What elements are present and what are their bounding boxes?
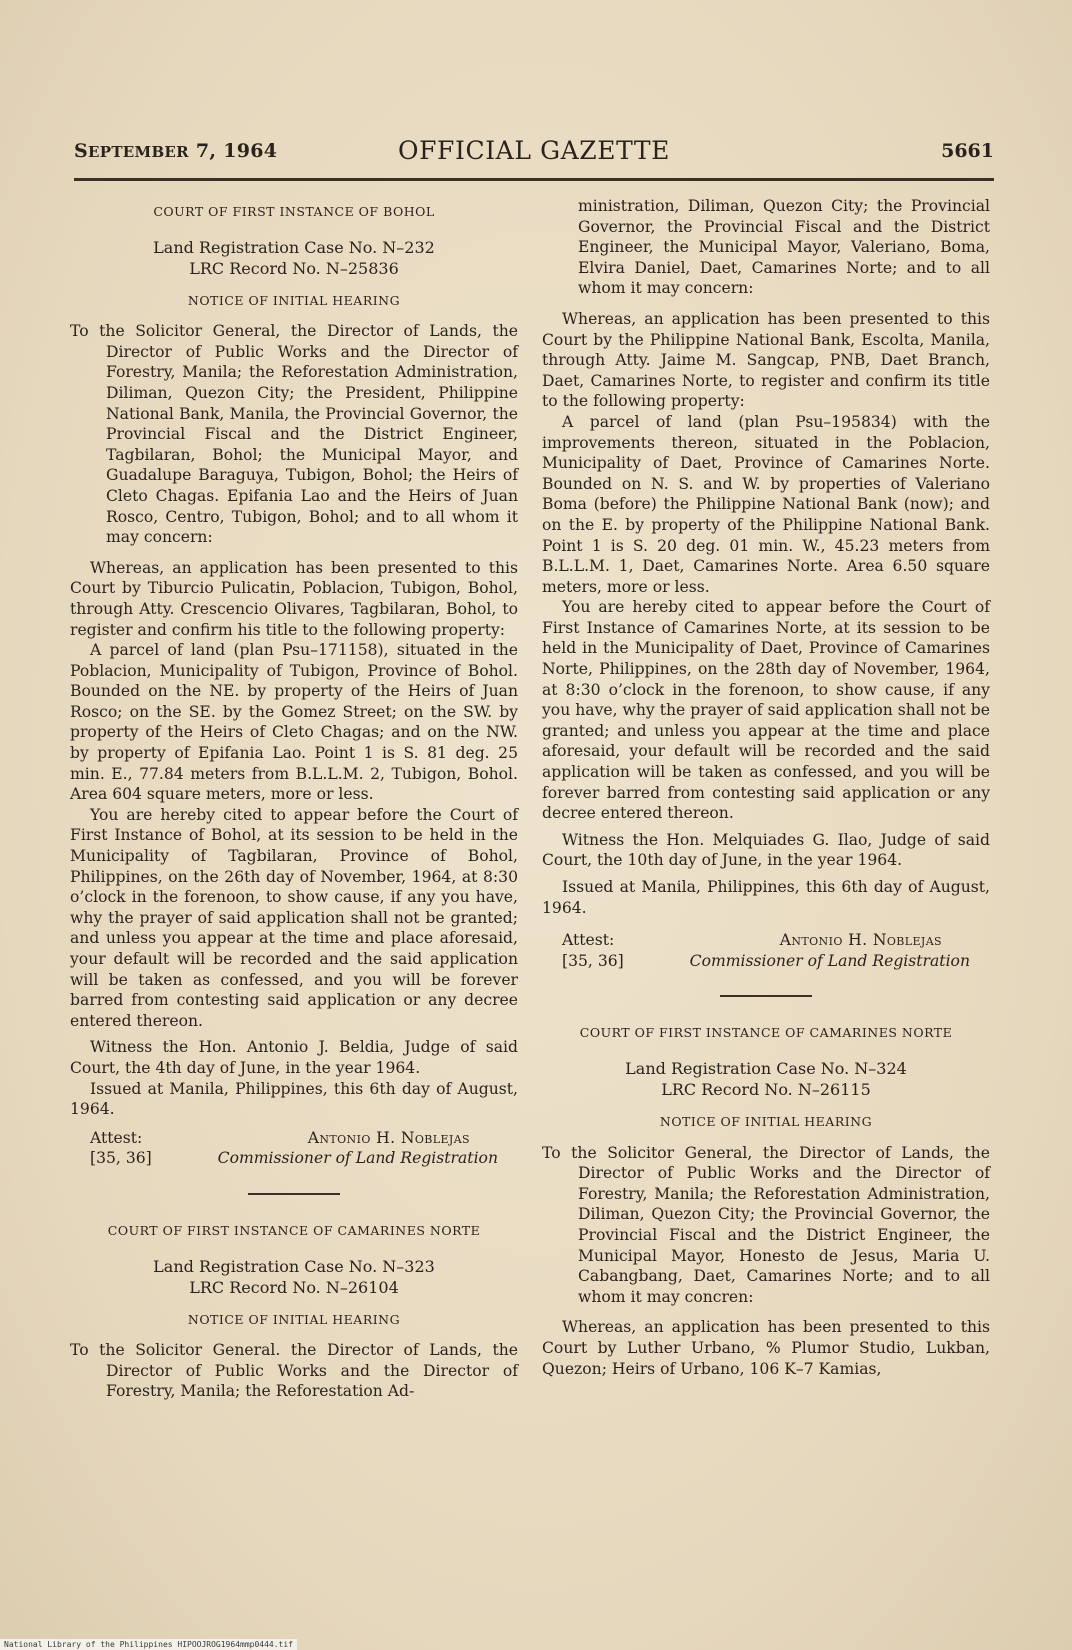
court-heading: COURT OF FIRST INSTANCE OF BOHOL xyxy=(153,204,435,219)
attest-line xyxy=(70,1128,518,1149)
whereas-paragraph: Whereas, an application has been presented to this Court by Luther Urbano, % Plumor Studio, Lukban, Quezon; Heirs of Urbano, 106 K–7 Kamias, xyxy=(542,1318,990,1378)
addressee-paragraph-continued: ministration, Diliman, Quezon City; the Provincial Governor, the Provincial Fiscal and the District Engineer, the Municipal Mayor, Valeriano, Boma, Elvira Daniel, Daet, Camarines Norte; and to all whom it may concern: xyxy=(578,197,990,298)
attest-label: Attest: xyxy=(90,1128,143,1147)
issue-reference: [35, 36] xyxy=(90,1149,152,1168)
notice-title: NOTICE OF INITIAL HEARING xyxy=(187,292,401,308)
case-number: Land Registration Case No. N–232 xyxy=(153,237,435,257)
whereas-paragraph: Whereas, an application has been presented to this Court by Tiburcio Pulicatin, Poblacion, Tubigon, Bohol, through Atty. Crescencio Olivares, Tagbilaran, Bohol, to register and confirm his title to the following property: xyxy=(70,558,518,639)
issued-paragraph: Issued at Manila, Philippines, this 6th day of August, 1964. xyxy=(70,1079,518,1119)
parcel-paragraph: A parcel of land (plan Psu–171158), situated in the Poblacion, Municipality of Tubigon, Province of Bohol. Bounded on the NE. by property of the Heirs of Juan Rosco; on the SE. by the Gomez Street; on the SW. by property of the Heirs of Cleto Chagas; and on the NW. by property of Epifania Lao. Point 1 is S. 81 deg. 25 min. E., 77.84 meters from B.L.L.M. 2, Tubigon, Bohol. Area 604 square meters, more or less. xyxy=(70,641,518,804)
addressee-paragraph: To the Solicitor General, the Director of Lands, the Director of Public Works and the Director of Forestry, Manila; the Reforestation Administration, Diliman, Quezon City; the Provincial Governor, the Provincial Fiscal and the District Engineer, the Municipal Mayor, Honesto de Jesus, Maria U. Cabangbang, Daet, Camarines Norte; and to all whom it may concren: xyxy=(542,1143,990,1306)
section-divider xyxy=(720,995,812,997)
attest-name: Antonio H. Noblejas xyxy=(779,931,942,950)
issued-paragraph: Issued at Manila, Philippines, this 6th day of August, 1964. xyxy=(542,878,990,917)
notice-title: NOTICE OF INITIAL HEARING xyxy=(659,1113,873,1129)
reference-line xyxy=(70,1148,518,1169)
attest-title: Commissioner of Land Registration xyxy=(689,951,970,970)
notice-camarines-324 xyxy=(542,1023,990,1379)
right-column xyxy=(542,196,990,1379)
whereas-paragraph: Whereas, an application has been presented to this Court by the Philippine National Bank, Escolta, Manila, through Atty. Jaime M. Sangcap, PNB, Daet Branch, Daet, Camarines Norte, to register and confirm its title to the following property: xyxy=(542,309,990,411)
issue-date: SEPTEMBER 7, 1964 xyxy=(74,140,278,162)
court-heading: COURT OF FIRST INSTANCE OF CAMARINES NORTE xyxy=(107,1222,481,1238)
notice-camarines-323 xyxy=(70,1221,518,1402)
addressee-paragraph-start: To the Solicitor General. the Director of Lands, the Director of Public Works and the Director of Forestry, Manila; the Reforestation Ad- xyxy=(70,1341,518,1401)
citation-paragraph: You are hereby cited to appear before the Court of First Instance of Bohol, at its session to be held in the Municipality of Tagbilaran, Province of Bohol, Philippines, on the 26th day of November, 1964, at 8:30 o’clock in the forenoon, to show cause, if any you have, why the prayer of said application shall not be granted; and unless you appear at the time and place aforesaid, your default will be recorded and the said application will be taken as confessed, and you will be forever barred from contesting said application or any decree entered thereon. xyxy=(70,805,518,1030)
case-number: Land Registration Case No. N–324 xyxy=(625,1058,907,1078)
attest-title: Commissioner of Land Registration xyxy=(217,1149,498,1168)
left-column xyxy=(70,196,518,1412)
reference-line xyxy=(542,951,990,972)
issue-reference: [35, 36] xyxy=(562,951,624,970)
court-heading: COURT OF FIRST INSTANCE OF CAMARINES NORTE xyxy=(579,1025,953,1041)
publication-title: OFFICIAL GAZETTE xyxy=(398,136,670,165)
page-number: 5661 xyxy=(941,140,994,162)
parcel-paragraph: A parcel of land (plan Psu–195834) with the improvements thereon, situated in the Poblacion, Municipality of Daet, Province of Camarines Norte. Bounded on N. S. and W. by properties of Valeriano Boma (before) the Philippine National Bank (now); and on the E. by property of the Philippine National Bank. Point 1 is S. 20 deg. 01 min. W., 45.23 meters from B.L.L.M. 1, Daet, Camarines Norte. Area 6.50 square meters, more or less. xyxy=(542,412,990,596)
citation-paragraph: You are hereby cited to appear before the Court of First Instance of Camarines Norte, at its session to be held in the Municipality of Daet, Province of Camarines Norte, Philippines, on the 28th day of November, 1964, at 8:30 o’clock in the forenoon, to show cause, if any you have, why the prayer of said application shall not be granted; and unless you appear at the time and place aforesaid, your default will be recorded and the said application will be taken as confessed, and you will be forever barred from contesting said application or any decree entered thereon. xyxy=(542,598,990,823)
attest-line xyxy=(542,930,990,951)
attest-name: Antonio H. Noblejas xyxy=(307,1128,470,1147)
record-number: LRC Record No. N–26115 xyxy=(661,1079,871,1099)
header-rule xyxy=(74,178,994,181)
notice-title: NOTICE OF INITIAL HEARING xyxy=(187,1311,401,1327)
notice-bohol xyxy=(70,202,518,1169)
attest-label: Attest: xyxy=(562,931,615,950)
notice-camarines-323-continued xyxy=(542,196,990,971)
running-head xyxy=(74,136,994,172)
case-number: Land Registration Case No. N–323 xyxy=(153,1256,435,1276)
witness-paragraph: Witness the Hon. Antonio J. Beldia, Judge of said Court, the 4th day of June, in the year 1964. xyxy=(70,1038,518,1077)
scan-source-note: National Library of the Philippines HIPOOJROG1964mmp0444.tif xyxy=(0,1639,297,1650)
record-number: LRC Record No. N–25836 xyxy=(189,258,399,278)
record-number: LRC Record No. N–26104 xyxy=(189,1277,399,1297)
section-divider xyxy=(248,1193,340,1195)
addressee-paragraph: To the Solicitor General, the Director of Lands, the Director of Public Works and the Director of Forestry, Manila; the Reforestation Administration, Diliman, Quezon City; the President, Philippine National Bank, Manila, the Provincial Governor, the Provincial Fiscal and the District Engineer, Tagbilaran, Bohol; the Municipal Mayor, and Guadalupe Baraguya, Tubigon, Bohol; the Heirs of Cleto Chagas. Epifania Lao and the Heirs of Juan Rosco, Centro, Tubigon, Bohol; and to all whom it may concern: xyxy=(70,322,518,547)
witness-paragraph: Witness the Hon. Melquiades G. Ilao, Judge of said Court, the 10th day of June, in the year 1964. xyxy=(542,830,990,870)
